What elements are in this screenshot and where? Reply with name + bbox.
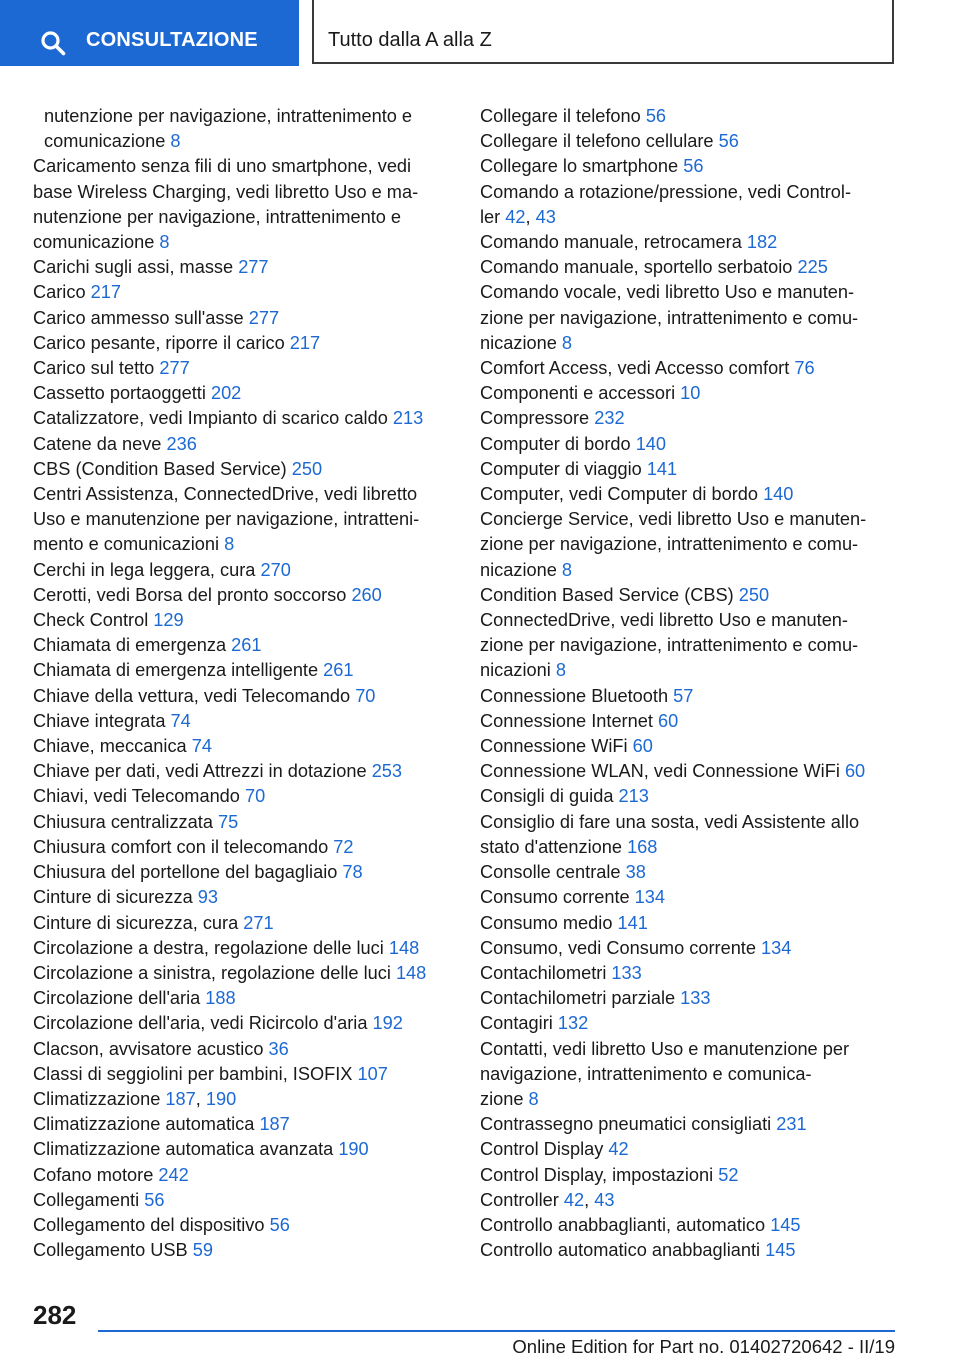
tab-label: CONSULTAZIONE — [86, 29, 258, 51]
index-entry-text: Circolazione dell'aria, vedi Ricircolo d'aria 192 — [33, 1013, 403, 1034]
index-entry-text: Contatti, vedi libretto Uso e manutenzione per — [480, 1038, 850, 1059]
index-entry-text: Consolle centrale 38 — [480, 862, 646, 883]
page-reference-link[interactable]: 213 — [392, 408, 424, 429]
page-reference-link[interactable]: 187 — [165, 1088, 196, 1109]
index-entry — [480, 1112, 895, 1137]
page-reference-link[interactable]: 231 — [776, 1114, 807, 1135]
index-entry — [33, 911, 453, 936]
index-entry-text: CBS (Condition Based Service) 250 — [33, 458, 323, 479]
page-reference-link[interactable]: 133 — [680, 988, 711, 1009]
index-entry-text: Chiamata di emergenza 261 — [33, 635, 262, 656]
index-entry-text: Componenti e accessori 10 — [480, 383, 701, 404]
index-entry — [33, 1011, 453, 1036]
index-entry-text: mento e comunicazioni 8 — [33, 534, 235, 555]
index-entry-text: Comando manuale, retrocamera 182 — [480, 232, 778, 253]
page-reference-link[interactable]: 8 — [555, 660, 566, 681]
page-reference-link[interactable]: 70 — [244, 786, 266, 807]
index-entry-text: Contachilometri 133 — [480, 962, 642, 983]
index-entry-text: Comando a rotazione/pressione, vedi Control- — [480, 181, 852, 202]
index-entry-text: Consumo, vedi Consumo corrente 134 — [480, 937, 792, 958]
page-reference-link[interactable]: 43 — [535, 206, 556, 227]
index-entry-text: Connessione Bluetooth 57 — [480, 685, 694, 706]
index-entry — [33, 633, 453, 658]
index-entry — [480, 986, 895, 1011]
index-entry-text: nicazioni 8 — [480, 660, 566, 681]
index-entry-text: Comfort Access, vedi Accesso comfort 76 — [480, 358, 815, 379]
breadcrumb-text: Tutto dalla A alla Z — [328, 29, 492, 51]
index-entry-text: Cofano motore 242 — [33, 1164, 189, 1185]
page-reference-link[interactable]: 236 — [166, 433, 197, 454]
index-entry-text: Caricamento senza fili di uno smartphone, vedi — [33, 156, 412, 177]
page-reference-link[interactable]: 42 — [563, 1189, 585, 1210]
index-entry — [480, 457, 895, 482]
index-entry-text: Chiave, meccanica 74 — [33, 736, 212, 757]
index-entry-text: Collegamento del dispositivo 56 — [33, 1214, 290, 1235]
index-entry — [33, 583, 453, 608]
page-reference-link[interactable]: 59 — [192, 1240, 213, 1261]
page-reference-link[interactable]: 36 — [268, 1038, 289, 1059]
page-reference-link[interactable]: 42 — [608, 1139, 629, 1160]
page-reference-link[interactable]: 56 — [718, 131, 739, 152]
index-entry — [480, 104, 895, 129]
index-entry — [480, 911, 895, 936]
index-entry-text: nutenzione per navigazione, intrattenimento e — [44, 106, 413, 126]
page-reference-link[interactable]: 242 — [158, 1164, 189, 1185]
page-reference-link[interactable]: 140 — [763, 484, 794, 505]
page-reference-link[interactable]: 232 — [594, 408, 625, 429]
index-entry — [33, 482, 453, 558]
page-reference-link[interactable]: 93 — [197, 887, 218, 908]
index-entry-text: Connessione Internet 60 — [480, 710, 679, 731]
page-reference-link[interactable]: 60 — [632, 736, 653, 757]
index-entry — [33, 306, 453, 331]
page-reference-link[interactable]: 182 — [746, 232, 778, 253]
page-reference-link[interactable]: 140 — [635, 433, 667, 454]
page-reference-link[interactable]: 70 — [355, 685, 376, 706]
page-reference-link[interactable]: 8 — [224, 534, 235, 555]
index-entry-text: Connessione WiFi 60 — [480, 736, 653, 757]
index-entry — [480, 1213, 895, 1238]
index-entry-text: ler 42, 43 — [480, 206, 556, 227]
index-entry-text: Consiglio di fare una sosta, vedi Assistente allo — [480, 811, 860, 832]
page-reference-link[interactable]: 148 — [395, 962, 427, 983]
index-entry — [33, 709, 453, 734]
index-entry-text: Chiave integrata 74 — [33, 710, 191, 731]
page-reference-link[interactable]: 60 — [657, 710, 679, 731]
page-reference-link[interactable]: 78 — [342, 862, 363, 883]
index-entry — [33, 331, 453, 356]
page-reference-link[interactable]: 202 — [210, 383, 242, 404]
index-entry-text: Carichi sugli assi, masse 277 — [33, 257, 269, 278]
index-entry-text: Cerchi in lega leggera, cura 270 — [33, 559, 291, 580]
page-reference-link[interactable]: 277 — [238, 257, 269, 278]
index-entry-text: Chiave della vettura, vedi Telecomando 70 — [33, 685, 376, 706]
index-entry — [33, 1037, 453, 1062]
page-reference-link[interactable]: 52 — [718, 1164, 739, 1185]
index-entry — [33, 381, 453, 406]
page-reference-link[interactable]: 56 — [269, 1214, 290, 1235]
page-reference-link[interactable]: 270 — [260, 559, 291, 580]
page-reference-link[interactable]: 145 — [770, 1214, 801, 1235]
index-entry — [480, 709, 895, 734]
index-entry-text: comunicazione 8 — [33, 232, 170, 253]
page-reference-link[interactable]: 213 — [618, 786, 649, 807]
index-entry-text: Compressore 232 — [480, 408, 625, 429]
index-entry-text: Climatizzazione 187, 190 — [33, 1088, 237, 1109]
index-entry-text: stato d'attenzione 168 — [480, 836, 658, 857]
index-entry-text: Collegare il telefono cellulare 56 — [480, 131, 739, 152]
index-column-right — [480, 104, 895, 1263]
index-entry-text: Circolazione dell'aria 188 — [33, 988, 236, 1009]
index-entry — [480, 356, 895, 381]
index-entry-text: Controllo automatico anabbaglianti 145 — [480, 1240, 796, 1261]
page-reference-link[interactable]: 74 — [191, 736, 212, 757]
page-reference-link[interactable]: 168 — [627, 836, 658, 857]
index-entry — [33, 860, 453, 885]
index-entry-text: Consumo corrente 134 — [480, 887, 666, 908]
index-entry — [33, 986, 453, 1011]
breadcrumb — [312, 0, 894, 64]
page-reference-link[interactable]: 190 — [338, 1139, 369, 1160]
index-entry-text: Chiusura del portellone del bagagliaio 78 — [33, 862, 363, 883]
search-icon — [40, 30, 66, 56]
index-entry-text: nicazione 8 — [480, 559, 573, 580]
index-entry-text: Computer di viaggio 141 — [480, 458, 678, 479]
index-entry — [33, 835, 453, 860]
index-entry — [33, 784, 453, 809]
index-entry — [33, 154, 453, 255]
page-reference-link[interactable]: 60 — [844, 761, 866, 782]
index-entry — [33, 885, 453, 910]
index-entry — [480, 860, 895, 885]
index-entry-text: nutenzione per navigazione, intrattenimento e — [33, 206, 402, 227]
index-entry-text: Contagiri 132 — [480, 1013, 589, 1034]
index-entry — [480, 759, 895, 784]
index-entry-text: zione per navigazione, intrattenimento e comu- — [480, 635, 859, 656]
index-entry — [33, 1238, 453, 1263]
index-entry-text: Consigli di guida 213 — [480, 786, 649, 807]
page-reference-link[interactable]: 56 — [683, 156, 704, 177]
page-reference-link[interactable]: 8 — [159, 232, 170, 253]
index-entry — [33, 457, 453, 482]
index-entry — [480, 1188, 895, 1213]
page-reference-link[interactable]: 132 — [557, 1013, 589, 1034]
index-entry-text: Collegare il telefono 56 — [480, 106, 667, 126]
page-reference-link[interactable]: 188 — [205, 988, 236, 1009]
page-reference-link[interactable]: 72 — [333, 836, 354, 857]
page-reference-link[interactable]: 10 — [680, 383, 701, 404]
index-entry — [33, 936, 453, 961]
index-entry-text: base Wireless Charging, vedi libretto Uso e ma- — [33, 181, 419, 202]
index-entry-text: Catene da neve 236 — [33, 433, 197, 454]
page-reference-link[interactable]: 134 — [634, 887, 666, 908]
index-entry — [33, 1137, 453, 1162]
index-entry-text: Comando manuale, sportello serbatoio 225 — [480, 257, 828, 278]
page-reference-link[interactable]: 277 — [159, 358, 190, 379]
index-entry — [33, 658, 453, 683]
index-entry — [33, 810, 453, 835]
index-entry-text: Climatizzazione automatica avanzata 190 — [33, 1139, 369, 1160]
index-entry — [33, 1163, 453, 1188]
index-entry — [480, 230, 895, 255]
index-entry — [480, 784, 895, 809]
index-entry — [480, 482, 895, 507]
index-entry — [480, 1137, 895, 1162]
page-reference-link[interactable]: 56 — [144, 1189, 165, 1210]
index-entry — [480, 406, 895, 431]
page-reference-link[interactable]: 56 — [645, 106, 667, 126]
page-reference-link[interactable]: 250 — [291, 458, 323, 479]
index-entry — [33, 280, 453, 305]
page-reference-link[interactable]: 42 — [505, 206, 526, 227]
index-entry-text: Cinture di sicurezza 93 — [33, 887, 218, 908]
page-reference-link[interactable]: 8 — [561, 332, 573, 353]
page-reference-link[interactable]: 8 — [561, 559, 573, 580]
index-entry — [33, 759, 453, 784]
index-entry — [480, 154, 895, 179]
index-entry-text: Cinture di sicurezza, cura 271 — [33, 912, 274, 933]
index-entry — [480, 608, 895, 684]
footer-divider — [98, 1330, 895, 1332]
page-reference-link[interactable]: 74 — [170, 710, 191, 731]
index-entry-text: nicazione 8 — [480, 332, 573, 353]
index-entry-text: zione per navigazione, intrattenimento e comu- — [480, 534, 859, 555]
index-entry — [480, 1011, 895, 1036]
page-reference-link[interactable]: 129 — [153, 610, 184, 631]
index-entry-text: Chiusura centralizzata 75 — [33, 811, 239, 832]
index-entry — [33, 558, 453, 583]
page-reference-link[interactable]: 187 — [259, 1114, 290, 1135]
index-entry-text: Carico 217 — [33, 282, 121, 303]
index-entry — [480, 810, 895, 860]
index-entry — [33, 406, 453, 431]
index-entry-text: Comando vocale, vedi libretto Uso e manuten- — [480, 282, 855, 303]
page-reference-link[interactable]: 8 — [528, 1088, 539, 1109]
page-reference-link[interactable]: 148 — [388, 937, 420, 958]
page-reference-link[interactable]: 8 — [170, 131, 181, 152]
index-entry-text: Collegamenti 56 — [33, 1189, 165, 1210]
page-reference-link[interactable]: 145 — [765, 1240, 796, 1261]
index-entry-text: comunicazione 8 — [44, 131, 181, 152]
index-entry-text: Cerotti, vedi Borsa del pronto soccorso 260 — [33, 584, 382, 605]
index-entry — [480, 255, 895, 280]
index-entry — [480, 961, 895, 986]
page-reference-link[interactable]: 261 — [231, 635, 262, 656]
index-entry — [480, 734, 895, 759]
index-entry-text: Consumo medio 141 — [480, 912, 648, 933]
index-entry-text: Chiamata di emergenza intelligente 261 — [33, 660, 354, 681]
page-reference-link[interactable]: 217 — [90, 282, 121, 303]
index-entry-text: Cassetto portaoggetti 202 — [33, 383, 242, 404]
page-reference-link[interactable]: 43 — [594, 1189, 615, 1210]
index-entry-text: Carico pesante, riporre il carico 217 — [33, 332, 321, 353]
index-entry-text: Chiavi, vedi Telecomando 70 — [33, 786, 266, 807]
index-entry-text: Controllo anabbaglianti, automatico 145 — [480, 1214, 801, 1235]
index-entry-text: Check Control 129 — [33, 610, 184, 631]
index-entry-text: Control Display 42 — [480, 1139, 629, 1160]
index-entry — [480, 684, 895, 709]
index-entry-text: Centri Assistenza, ConnectedDrive, vedi libretto — [33, 484, 418, 505]
index-entry-text: Carico sul tetto 277 — [33, 358, 190, 379]
index-entry-text: Computer di bordo 140 — [480, 433, 667, 454]
index-entry-text: Controller 42, 43 — [480, 1189, 615, 1210]
index-column-left — [33, 104, 453, 1263]
index-entry — [480, 1238, 895, 1263]
index-entry-text: navigazione, intrattenimento e comunica- — [480, 1063, 812, 1084]
page-number: 282 — [33, 1300, 77, 1330]
index-entry — [480, 280, 895, 356]
page-reference-link[interactable]: 260 — [351, 584, 382, 605]
page-reference-link[interactable]: 253 — [371, 761, 403, 782]
index-entry-text: Catalizzatore, vedi Impianto di scarico caldo 213 — [33, 408, 424, 429]
index-entry-text: Uso e manutenzione per navigazione, intratteni- — [33, 509, 420, 530]
index-entry — [480, 1037, 895, 1113]
index-entry-text: Clacson, avvisatore acustico 36 — [33, 1038, 289, 1059]
index-entry — [480, 180, 895, 230]
index-entry-text: Circolazione a destra, regolazione delle luci 148 — [33, 937, 420, 958]
page-reference-link[interactable]: 271 — [243, 912, 274, 933]
index-entry — [33, 961, 453, 986]
index-entry — [33, 1188, 453, 1213]
index-entry — [480, 583, 895, 608]
page-reference-link[interactable]: 107 — [357, 1063, 388, 1084]
index-entry-text: Chiusura comfort con il telecomando 72 — [33, 836, 354, 857]
index-entry-text: zione 8 — [480, 1088, 539, 1109]
page-reference-link[interactable]: 225 — [797, 257, 828, 278]
index-entry — [480, 507, 895, 583]
index-entry-text: Classi di seggiolini per bambini, ISOFIX 107 — [33, 1063, 388, 1084]
page-reference-link[interactable]: 75 — [218, 811, 239, 832]
index-entry — [33, 684, 453, 709]
index-entry — [33, 1213, 453, 1238]
page-reference-link[interactable]: 190 — [205, 1088, 237, 1109]
page-reference-link[interactable]: 134 — [761, 937, 792, 958]
page-reference-link[interactable]: 133 — [611, 962, 642, 983]
index-entry — [33, 255, 453, 280]
index-entry — [33, 1112, 453, 1137]
page-reference-link[interactable]: 277 — [248, 307, 280, 328]
page-reference-link[interactable]: 57 — [673, 685, 694, 706]
index-entry-text: Collegamento USB 59 — [33, 1240, 213, 1261]
page-reference-link[interactable]: 250 — [738, 584, 770, 605]
index-entry — [480, 381, 895, 406]
footer-edition: Online Edition for Part no. 01402720642 - II/19 — [512, 1336, 895, 1357]
index-entry — [33, 734, 453, 759]
index-entry — [33, 432, 453, 457]
page-header — [0, 0, 960, 66]
page-reference-link[interactable]: 217 — [289, 332, 321, 353]
index-entry-text: Connessione WLAN, vedi Connessione WiFi 60 — [480, 761, 866, 782]
index-entry — [33, 104, 453, 154]
index-entry — [33, 1062, 453, 1087]
index-entry-text: Carico ammesso sull'asse 277 — [33, 307, 280, 328]
index-entry-text: Contrassegno pneumatici consigliati 231 — [480, 1114, 807, 1135]
index-entry — [480, 936, 895, 961]
index-entry-text: Condition Based Service (CBS) 250 — [480, 584, 770, 605]
index-entry — [33, 356, 453, 381]
index-entry — [480, 432, 895, 457]
page-reference-link[interactable]: 261 — [323, 660, 354, 681]
index-entry-text: Collegare lo smartphone 56 — [480, 156, 704, 177]
tab-consultazione[interactable] — [0, 0, 299, 66]
index-entry — [480, 1163, 895, 1188]
index-entry-text: ConnectedDrive, vedi libretto Uso e manuten- — [480, 610, 848, 631]
index-entry — [480, 129, 895, 154]
index-entry-text: zione per navigazione, intrattenimento e comu- — [480, 307, 859, 328]
index-entry-text: Climatizzazione automatica 187 — [33, 1114, 290, 1135]
index-entry — [480, 885, 895, 910]
page-reference-link[interactable]: 76 — [794, 358, 815, 379]
index-entry-text: Concierge Service, vedi libretto Uso e manuten- — [480, 509, 867, 530]
page-reference-link[interactable]: 141 — [617, 912, 648, 933]
index-entry-text: Chiave per dati, vedi Attrezzi in dotazione 253 — [33, 761, 403, 782]
index-entry-text: Contachilometri parziale 133 — [480, 988, 711, 1009]
index-entry — [33, 608, 453, 633]
index-entry-text: Computer, vedi Computer di bordo 140 — [480, 484, 794, 505]
index-entry — [33, 1087, 453, 1112]
page-reference-link[interactable]: 38 — [625, 862, 646, 883]
index-entry-text: Circolazione a sinistra, regolazione delle luci 148 — [33, 962, 427, 983]
index-entry-text: Control Display, impostazioni 52 — [480, 1164, 739, 1185]
page-reference-link[interactable]: 141 — [646, 458, 678, 479]
page-reference-link[interactable]: 192 — [372, 1013, 403, 1034]
